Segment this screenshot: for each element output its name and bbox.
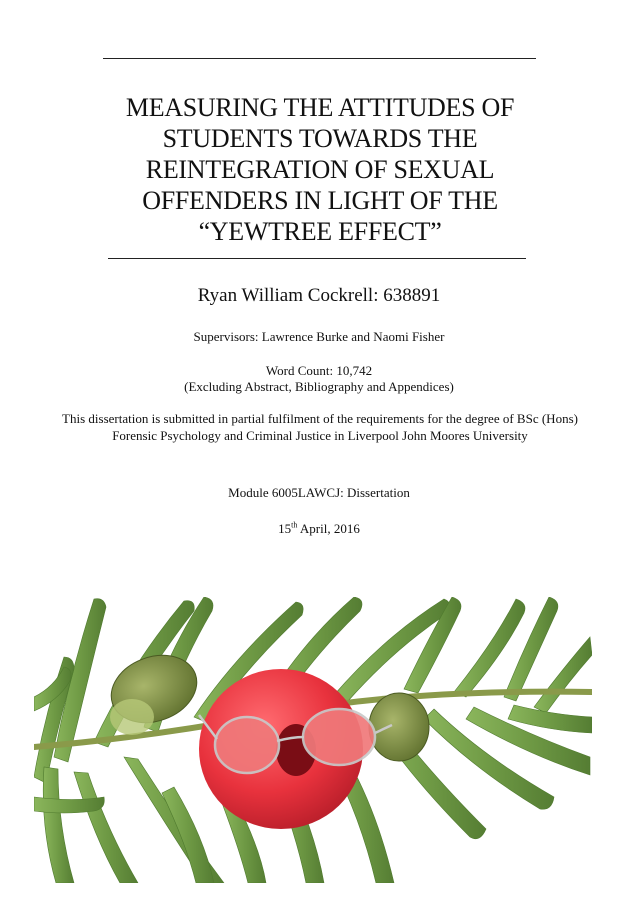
word-count: Word Count: 10,742: [265, 363, 373, 378]
title-line-4: OFFENDERS IN LIGHT OF THE: [142, 186, 498, 215]
title-line-3: REINTEGRATION OF SEXUAL: [145, 155, 495, 184]
submission-date: [0, 521, 638, 537]
title-line-5: “YEWTREE EFFECT”: [198, 217, 442, 246]
top-rule: [103, 58, 536, 59]
dissertation-title: [70, 92, 570, 247]
module-line: Module 6005LAWCJ: Dissertation: [228, 485, 410, 500]
submission-statement: This dissertation is submitted in partial fulfilment of the requirements for the degree of BSc (Hons) Forensic Psychology and Criminal Justice in Liverpool John Moores University: [62, 411, 578, 443]
title-underline-rule: [108, 258, 526, 259]
date-day: 15: [278, 521, 292, 536]
yew-berry-illustration: [34, 597, 592, 883]
date-suffix: th: [291, 520, 298, 530]
word-count-note: (Excluding Abstract, Bibliography and Appendices): [184, 379, 454, 394]
supervisors-line: Supervisors: Lawrence Burke and Naomi Fisher: [193, 329, 445, 344]
author-line: Ryan William Cockrell: 638891: [197, 285, 441, 306]
date-rest: April, 2016: [297, 521, 360, 536]
title-line-1: MEASURING THE ATTITUDES OF: [125, 93, 515, 122]
title-line-2: STUDENTS TOWARDS THE: [162, 124, 478, 153]
